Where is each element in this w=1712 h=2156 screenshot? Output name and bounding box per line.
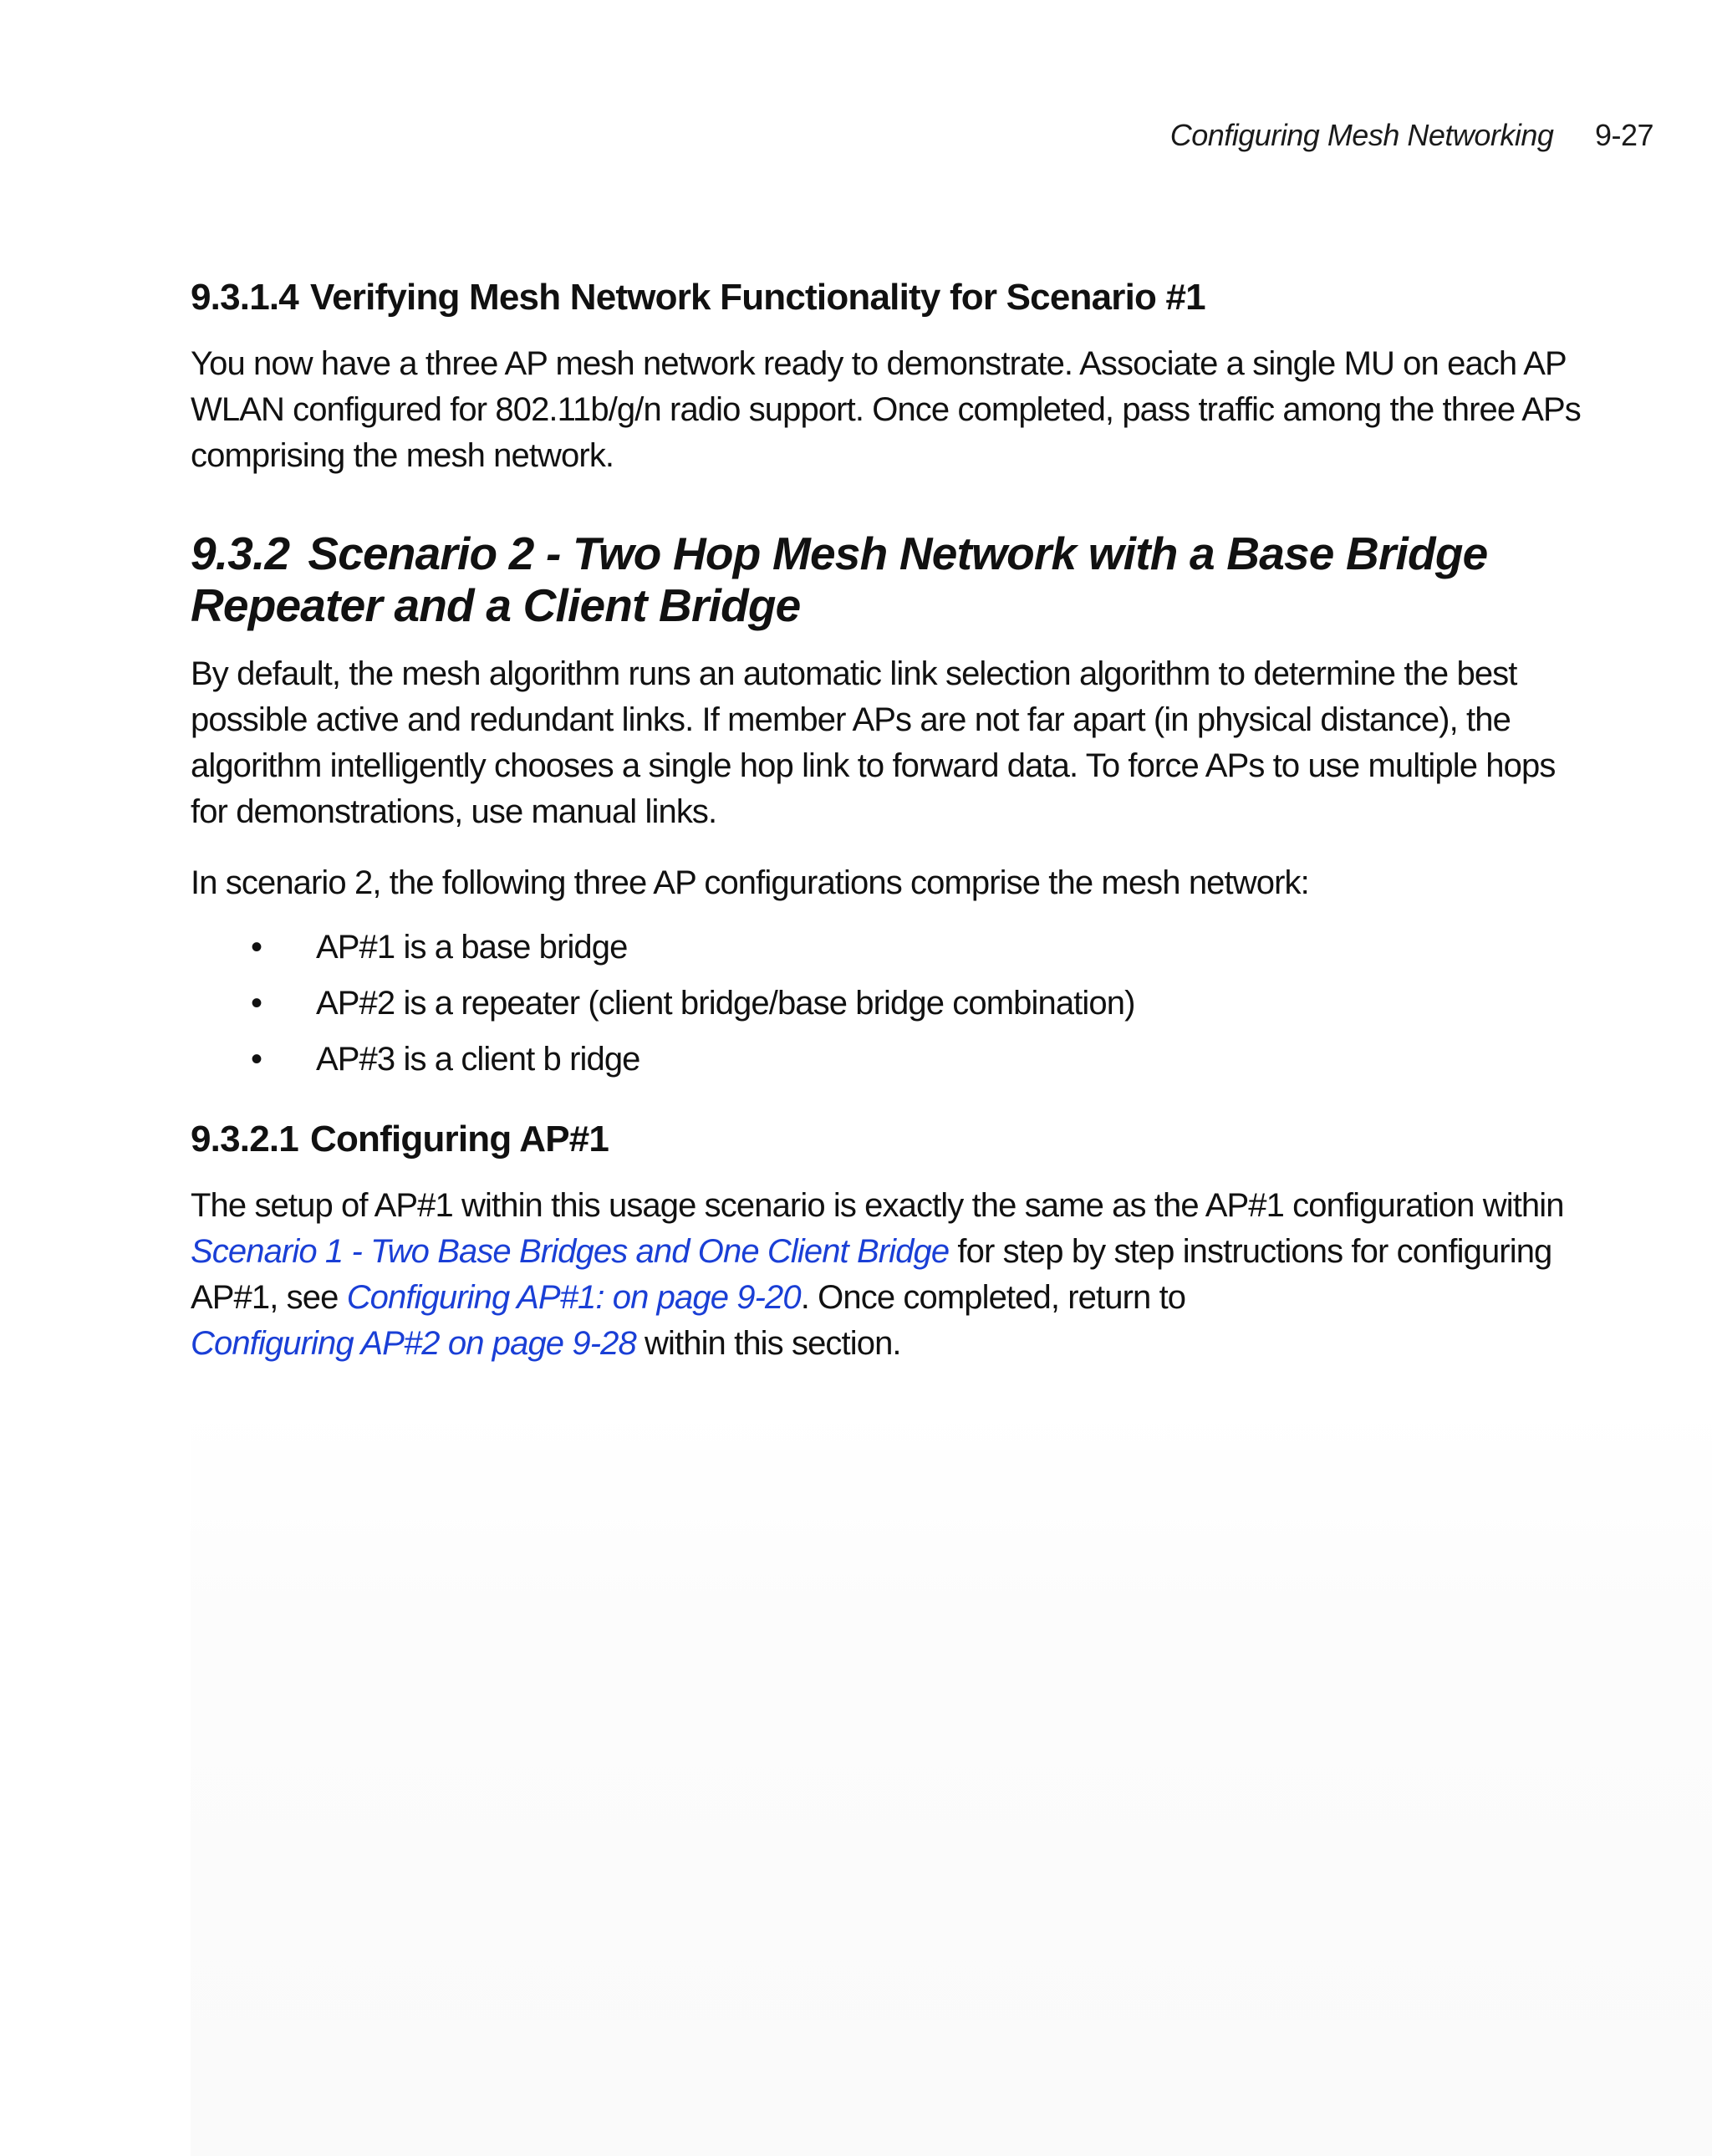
paragraph-text: within this section.: [635, 1325, 901, 1362]
bullet-glyph: •: [251, 985, 262, 1022]
heading-9-3-2: [191, 528, 1587, 631]
ap-configuration-list: [191, 925, 1587, 1083]
list-item: [191, 981, 1587, 1027]
heading-number: 9.3.1.4: [191, 277, 298, 318]
running-header: [1170, 117, 1653, 154]
paragraph-text: . Once completed, return to: [800, 1279, 1186, 1316]
list-item-text: AP#1 is a base bridge: [316, 929, 628, 966]
list-item-text: AP#3 is a client b ridge: [316, 1041, 640, 1078]
heading-title-line-2: Repeater and a Client Bridge: [191, 579, 801, 631]
heading-title: Configuring AP#1: [309, 1119, 609, 1160]
link-configuring-ap2[interactable]: Configuring AP#2 on page 9-28: [191, 1325, 636, 1362]
paragraph-configuring-ap1: [191, 1183, 1587, 1367]
list-item-text: AP#2 is a repeater (client bridge/base bridge combination): [316, 985, 1135, 1022]
header-page-number: 9-27: [1594, 118, 1653, 152]
link-scenario-1[interactable]: Scenario 1 - Two Base Bridges and One Client Bridge: [191, 1233, 950, 1270]
heading-number: 9.3.2.1: [191, 1119, 298, 1160]
heading-number: 9.3.2: [191, 528, 290, 579]
paragraph-verify-mesh: You now have a three AP mesh network ready to demonstrate. Associate a single MU on each AP WLAN configured for 802.11b/g/n radio support. Once completed, pass traffic among the three APs comprising the mesh network.: [191, 345, 1581, 474]
heading-title: Verifying Mesh Network Functionality for Scenario #1: [309, 277, 1205, 318]
scan-background-shade: [191, 1404, 1712, 2156]
page-content: [191, 274, 1587, 1367]
paragraph-text: for step by step instructions for configuring AP#1, see: [191, 1233, 1552, 1316]
list-item: [191, 925, 1587, 971]
heading-9-3-1-4: [191, 274, 1587, 321]
bullet-glyph: •: [251, 1041, 262, 1078]
header-chapter-title: Configuring Mesh Networking: [1169, 118, 1554, 152]
paragraph-scenario-2-intro: In scenario 2, the following three AP configurations comprise the mesh network:: [191, 864, 1309, 901]
list-item: [191, 1037, 1587, 1083]
paragraph-text: The setup of AP#1 within this usage scenario is exactly the same as the AP#1 configuration within: [191, 1187, 1564, 1224]
bullet-glyph: •: [251, 929, 262, 966]
paragraph-mesh-algorithm: By default, the mesh algorithm runs an automatic link selection algorithm to determine the best possible active and redundant links. If member APs are not far apart (in physical distance), the algorithm intelligently chooses a single hop link to forward data. To force APs to use multiple hops for demonstrations, use manual links.: [191, 655, 1556, 830]
heading-9-3-2-1: [191, 1116, 1587, 1163]
link-configuring-ap1[interactable]: Configuring AP#1: on page 9-20: [346, 1279, 801, 1316]
heading-title-line-1: Scenario 2 - Two Hop Mesh Network with a Base Bridge: [308, 528, 1488, 579]
